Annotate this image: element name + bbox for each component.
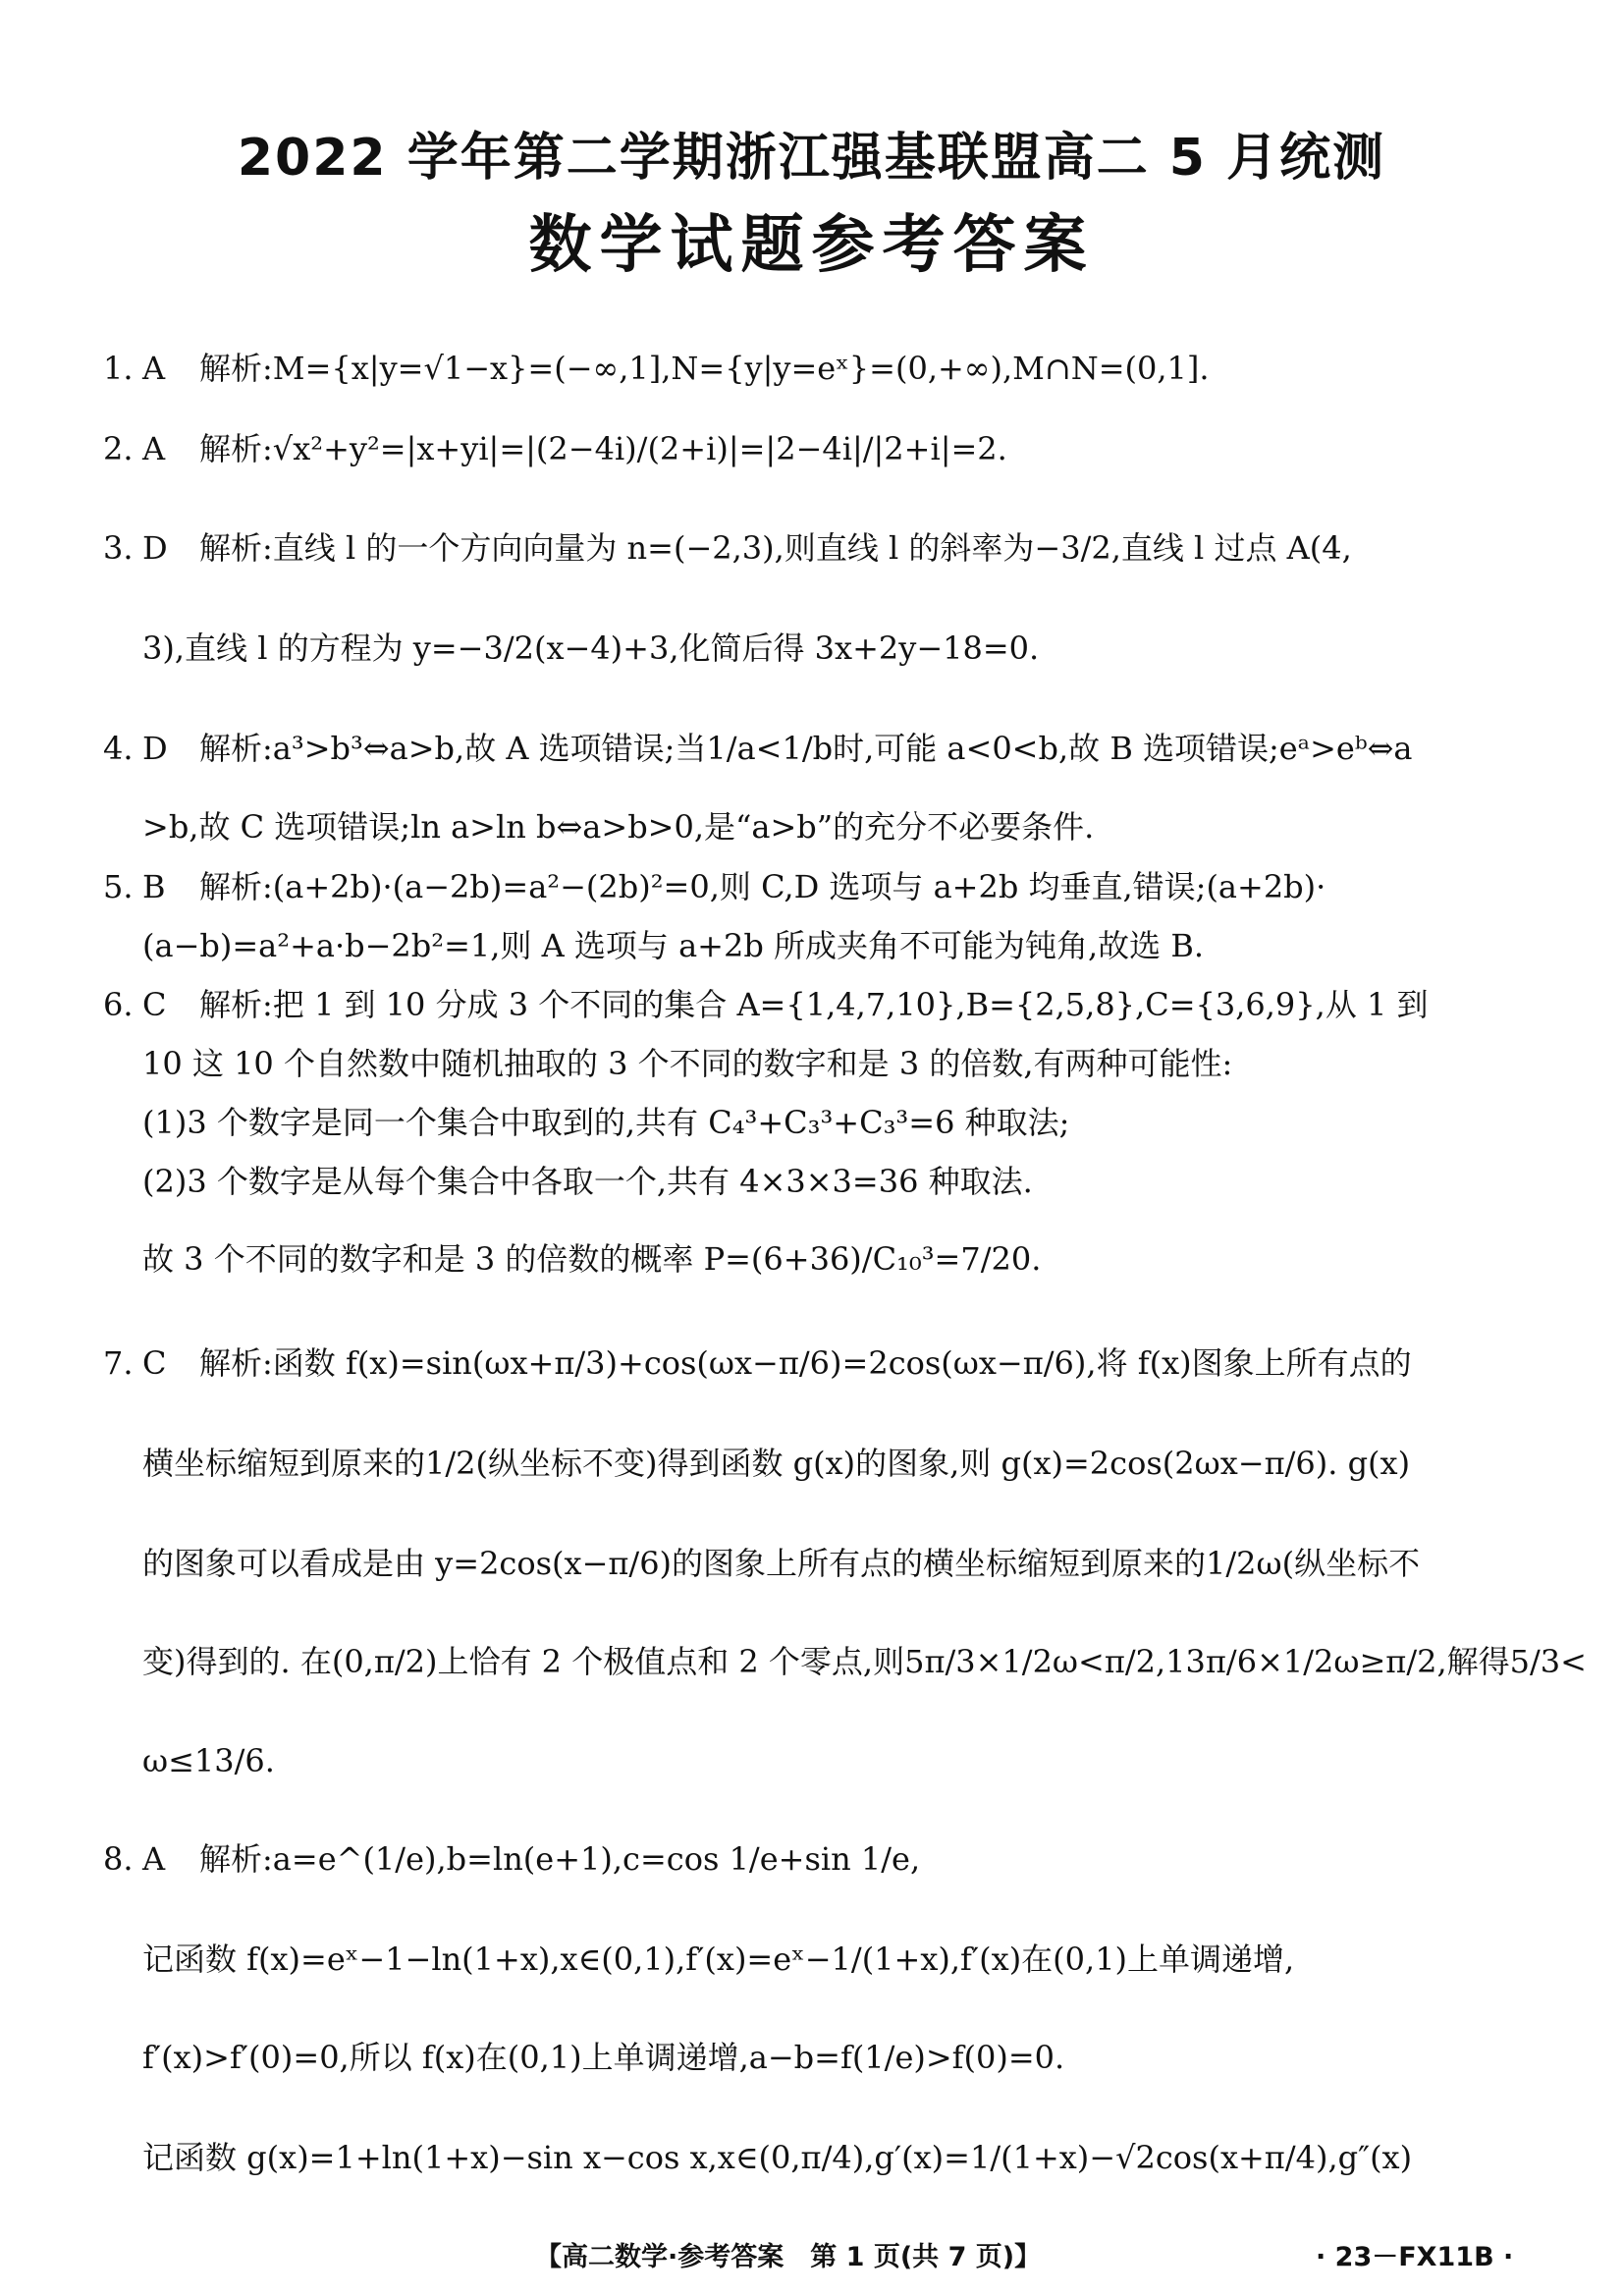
answer-line	[103, 1343, 1546, 1383]
answer-choice: C	[142, 986, 167, 1023]
answer-text: 直线 l 的一个方向向量为 n=(−2,3),则直线 l 的斜率为−3/2,直线 l 过点 A(4,	[272, 529, 1352, 567]
analysis-label: 解析:	[199, 730, 273, 767]
analysis-label: 解析:	[199, 986, 273, 1023]
analysis-label: 解析:	[199, 430, 273, 467]
answer-text: (a+2b)·(a−2b)=a²−(2b)²=0,则 C,D 选项与 a+2b 均垂直,错误;(a+2b)·	[272, 868, 1326, 905]
question-number: 4.	[103, 730, 134, 767]
question-number: 5.	[103, 868, 134, 905]
answer-continuation: >b,故 C 选项错误;ln a>ln b⇔a>b>0,是“a>b”的充分不必要条件.	[142, 808, 1095, 846]
analysis-label: 解析:	[199, 868, 273, 905]
page-title: 2022 学年第二学期浙江强基联盟高二 5 月统测	[237, 129, 1386, 188]
answer-continuation: 记函数 g(x)=1+ln(1+x)−sin x−cos x,x∈(0,π/4),g′(x)=1/(1+x)−√2cos(x+π/4),g″(x)	[142, 2139, 1413, 2176]
question-number: 8.	[103, 1840, 134, 1878]
page-subtitle: 数学试题参考答案	[528, 209, 1095, 282]
analysis-label: 解析:	[199, 529, 273, 567]
answer-continuation: 的图象可以看成是由 y=2cos(x−π/6)的图象上所有点的横坐标缩短到原来的1/2ω(纵坐标不	[142, 1545, 1421, 1582]
page-footer: 【高二数学·参考答案 第 1 页(共 7 页)】	[535, 2242, 1042, 2272]
answer-continuation: ω≤13/6.	[142, 1742, 275, 1779]
answer-text: 把 1 到 10 分成 3 个不同的集合 A={1,4,7,10},B={2,5,8},C={3,6,9},从 1 到	[272, 986, 1429, 1023]
question-number: 3.	[103, 529, 134, 567]
question-number: 1.	[103, 350, 134, 387]
question-number: 6.	[103, 986, 134, 1023]
answer-continuation: 10 这 10 个自然数中随机抽取的 3 个不同的数字和是 3 的倍数,有两种可能性:	[142, 1045, 1233, 1082]
analysis-label: 解析:	[199, 1344, 273, 1382]
answer-line	[103, 429, 1546, 468]
answer-line	[103, 729, 1546, 768]
answer-continuation: 横坐标缩短到原来的1/2(纵坐标不变)得到函数 g(x)的图象,则 g(x)=2cos(2ωx−π/6). g(x)	[142, 1445, 1411, 1482]
answer-choice: D	[142, 529, 168, 567]
answer-text: 函数 f(x)=sin(ωx+π/3)+cos(ωx−π/6)=2cos(ωx−π/6),将 f(x)图象上所有点的	[272, 1344, 1412, 1382]
answer-continuation: (2)3 个数字是从每个集合中各取一个,共有 4×3×3=36 种取法.	[142, 1163, 1033, 1200]
answer-continuation: 记函数 f(x)=eˣ−1−ln(1+x),x∈(0,1),f′(x)=eˣ−1/(1+x),f′(x)在(0,1)上单调递增,	[142, 1941, 1295, 1978]
answer-continuation: 变)得到的. 在(0,π/2)上恰有 2 个极值点和 2 个零点,则5π/3×1/2ω<π/2,13π/6×1/2ω≥π/2,解得5/3<	[142, 1643, 1587, 1680]
answer-line	[103, 349, 1546, 388]
answer-choice: A	[142, 1840, 166, 1878]
answer-choice: D	[142, 730, 168, 767]
answer-line	[103, 985, 1546, 1024]
answer-line	[103, 528, 1546, 568]
answer-choice: C	[142, 1344, 167, 1382]
answer-continuation: (a−b)=a²+a·b−2b²=1,则 A 选项与 a+2b 所成夹角不可能为钝角,故选 B.	[142, 927, 1205, 964]
answer-line	[103, 867, 1546, 906]
answer-continuation: f′(x)>f′(0)=0,所以 f(x)在(0,1)上单调递增,a−b=f(1/e)>f(0)=0.	[142, 2039, 1065, 2076]
document-code: · 23－FX11B ·	[1316, 2242, 1514, 2272]
answer-text: M={x|y=√1−x}=(−∞,1],N={y|y=eˣ}=(0,+∞),M∩N=(0,1].	[272, 350, 1210, 387]
answer-continuation: (1)3 个数字是同一个集合中取到的,共有 C₄³+C₃³+C₃³=6 种取法;	[142, 1104, 1070, 1141]
answer-text: √x²+y²=|x+yi|=|(2−4i)/(2+i)|=|2−4i|/|2+i|=2.	[272, 430, 1007, 467]
answer-continuation: 3),直线 l 的方程为 y=−3/2(x−4)+3,化简后得 3x+2y−18=0.	[142, 629, 1040, 667]
answer-choice: B	[142, 868, 166, 905]
analysis-label: 解析:	[199, 1840, 273, 1878]
answer-choice: A	[142, 350, 166, 387]
answer-text: a=e^(1/e),b=ln(e+1),c=cos 1/e+sin 1/e,	[272, 1840, 921, 1878]
question-number: 2.	[103, 430, 134, 467]
answer-continuation: 故 3 个不同的数字和是 3 的倍数的概率 P=(6+36)/C₁₀³=7/20.	[142, 1240, 1042, 1278]
answer-choice: A	[142, 430, 166, 467]
question-number: 7.	[103, 1344, 134, 1382]
answer-text: a³>b³⇔a>b,故 A 选项错误;当1/a<1/b时,可能 a<0<b,故 B 选项错误;eᵃ>eᵇ⇔a	[272, 730, 1413, 767]
analysis-label: 解析:	[199, 350, 273, 387]
answer-line	[103, 1839, 1546, 1879]
